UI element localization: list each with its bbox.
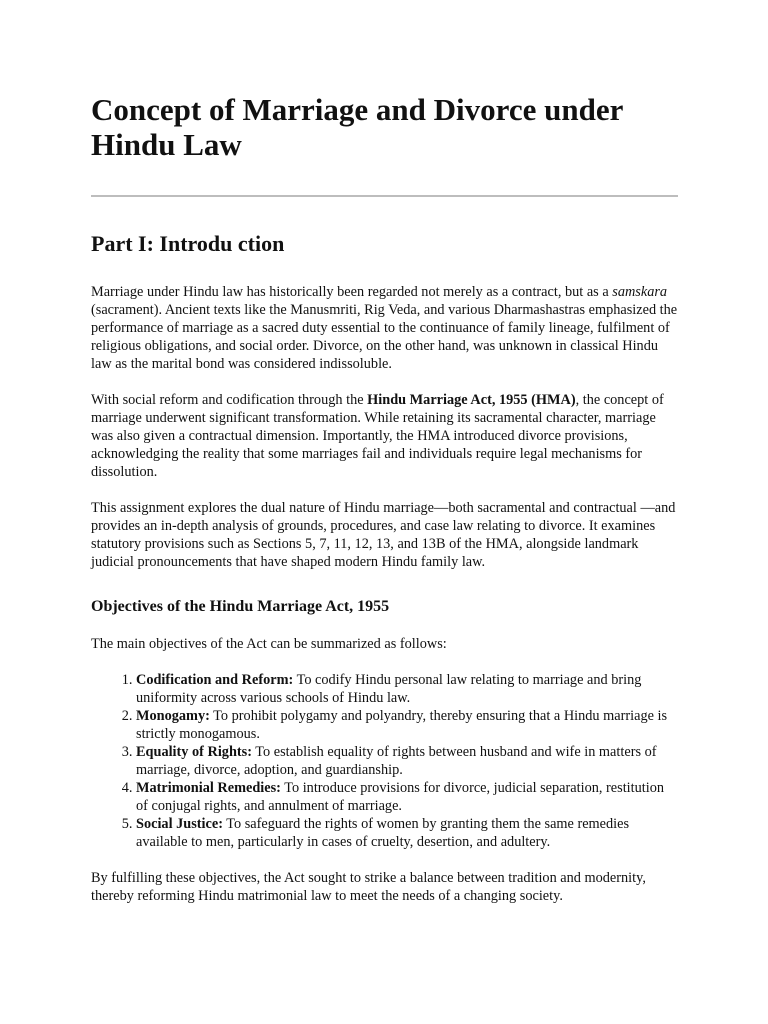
objective-text: To introduce provisions for divorce, judicial separation, restitution of conjugal rights, and annulment of marriage. (136, 780, 664, 814)
list-item (136, 779, 678, 815)
intro-paragraph-2-text-b: , the concept of marriage underwent significant transformation. While retaining its sacramental character, marriage was also given a contractual dimension. Importantly, the HMA introduced divorce provisions, acknowledging the reality that some marriages fail and individuals require legal mechanisms for dissolution. (91, 392, 664, 480)
list-item (136, 815, 678, 851)
title-divider (91, 195, 678, 197)
list-item (136, 671, 678, 707)
intro-paragraph-3: This assignment explores the dual nature of Hindu marriage—both sacramental and contractual —and provides an in-depth analysis of grounds, procedures, and case law relating to divorce. It examines statutory provisions such as Sections 5, 7, 11, 12, 13, and 13B of the HMA, alongside landmark judicial pronouncements that have shaped modern Hindu family law. (91, 500, 676, 570)
intro-paragraph-2-bold: Hindu Marriage Act, 1955 (HMA) (367, 392, 576, 408)
objective-text: To codify Hindu personal law relating to marriage and bring uniformity across various schools of Hindu law. (136, 672, 642, 706)
objective-label: Equality of Rights: (136, 744, 252, 760)
intro-paragraph-1-text-b: (sacrament). Ancient texts like the Manusmriti, Rig Veda, and various Dharmashastras emphasized the performance of marriage as a sacred duty essential to the continuance of family lineage, fulfilment of religious obligations, and social order. Divorce, on the other hand, was unknown in classical Hindu law as the marital bond was considered indissoluble. (91, 302, 678, 372)
intro-paragraph-2 (91, 391, 678, 481)
part-heading: Part I: Introdu ction (91, 231, 285, 256)
objective-text: To safeguard the rights of women by granting them the same remedies available to men, particularly in cases of cruelty, desertion, and adultery. (136, 816, 630, 850)
objective-label: Codification and Reform: (136, 672, 294, 688)
objectives-intro: The main objectives of the Act can be summarized as follows: (91, 636, 447, 652)
list-item (136, 743, 678, 779)
objective-label: Matrimonial Remedies: (136, 780, 281, 796)
list-item (136, 707, 678, 743)
intro-paragraph-1 (91, 283, 678, 373)
conclusion-paragraph: By fulfilling these objectives, the Act sought to strike a balance between tradition and modernity, thereby reforming Hindu matrimonial law to meet the needs of a changing society. (91, 870, 646, 904)
objectives-heading: Objectives of the Hindu Marriage Act, 1955 (91, 598, 390, 615)
document-title: Concept of Marriage and Divorce under Hindu Law (91, 92, 623, 162)
intro-paragraph-2-text-a: With social reform and codification through the (91, 392, 368, 408)
objective-label: Monogamy: (136, 708, 210, 724)
intro-paragraph-1-emphasis: samskara (612, 284, 668, 300)
objective-label: Social Justice: (136, 816, 223, 832)
objective-text: To prohibit polygamy and polyandry, thereby ensuring that a Hindu marriage is strictly monogamous. (136, 708, 668, 742)
objective-text: To establish equality of rights between husband and wife in matters of marriage, divorce, adoption, and guardianship. (136, 744, 657, 778)
intro-paragraph-1-text-a: Marriage under Hindu law has historically been regarded not merely as a contract, but as a (91, 284, 613, 300)
objectives-list (91, 671, 678, 851)
